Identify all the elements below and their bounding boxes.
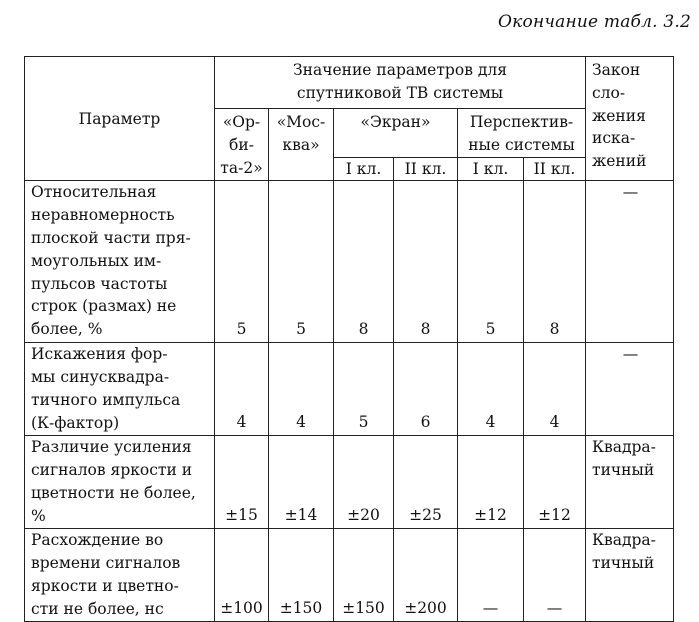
value-cell: 8 <box>394 181 458 343</box>
value-cell: ±12 <box>524 436 586 529</box>
value-cell: 5 <box>269 181 334 343</box>
header-moskva: «Мос- ква» <box>269 109 334 181</box>
law-cell: Квадра- тичный <box>586 436 674 529</box>
table-row <box>25 529 674 622</box>
value-cell: ±20 <box>334 436 394 529</box>
header-persp-class-2: II кл. <box>524 157 586 181</box>
value-cell: ±150 <box>269 529 334 622</box>
value-cell: 5 <box>215 181 269 343</box>
header-law: Закон сло- жения иска- жений <box>586 57 674 181</box>
header-ekran-class-2: II кл. <box>394 157 458 181</box>
value-cell: ±150 <box>334 529 394 622</box>
value-cell: ±200 <box>394 529 458 622</box>
param-cell: Расхождение во времени сигналов яркости и цветно- сти не более, нс <box>25 529 215 622</box>
value-cell: ±100 <box>215 529 269 622</box>
value-cell: 6 <box>394 343 458 436</box>
header-row-1 <box>25 57 674 109</box>
value-cell: — <box>524 529 586 622</box>
value-cell: ±15 <box>215 436 269 529</box>
value-cell: 4 <box>269 343 334 436</box>
law-cell: — <box>586 181 674 343</box>
header-values-group: Значение параметров для спутниковой ТВ системы <box>215 57 586 109</box>
table-row <box>25 436 674 529</box>
header-ekran: «Экран» <box>334 109 458 158</box>
value-cell: 4 <box>524 343 586 436</box>
value-cell: 8 <box>334 181 394 343</box>
header-orbita: «Ор- би- та-2» <box>215 109 269 181</box>
value-cell: ±25 <box>394 436 458 529</box>
param-cell: Различие усиления сигналов яркости и цветности не более, % <box>25 436 215 529</box>
law-cell: Квадра- тичный <box>586 529 674 622</box>
value-cell: ±12 <box>458 436 524 529</box>
header-perspective: Перспектив- ные системы <box>458 109 586 158</box>
law-cell: — <box>586 343 674 436</box>
table-caption: Окончание табл. 3.2 <box>498 12 691 32</box>
table-row <box>25 343 674 436</box>
param-cell: Искажения фор- мы синусквадра- тичного импульса (К-фактор) <box>25 343 215 436</box>
param-cell: Относительная неравномерность плоской части пря- моугольных им- пульсов частоты строк (размах) не более, % <box>25 181 215 343</box>
value-cell: 4 <box>458 343 524 436</box>
header-persp-class-1: I кл. <box>458 157 524 181</box>
header-parameter: Параметр <box>25 57 215 181</box>
header-ekran-class-1: I кл. <box>334 157 394 181</box>
value-cell: — <box>458 529 524 622</box>
value-cell: 8 <box>524 181 586 343</box>
parameters-table <box>24 56 674 622</box>
value-cell: 5 <box>458 181 524 343</box>
value-cell: ±14 <box>269 436 334 529</box>
value-cell: 4 <box>215 343 269 436</box>
value-cell: 5 <box>334 343 394 436</box>
table-row <box>25 181 674 343</box>
